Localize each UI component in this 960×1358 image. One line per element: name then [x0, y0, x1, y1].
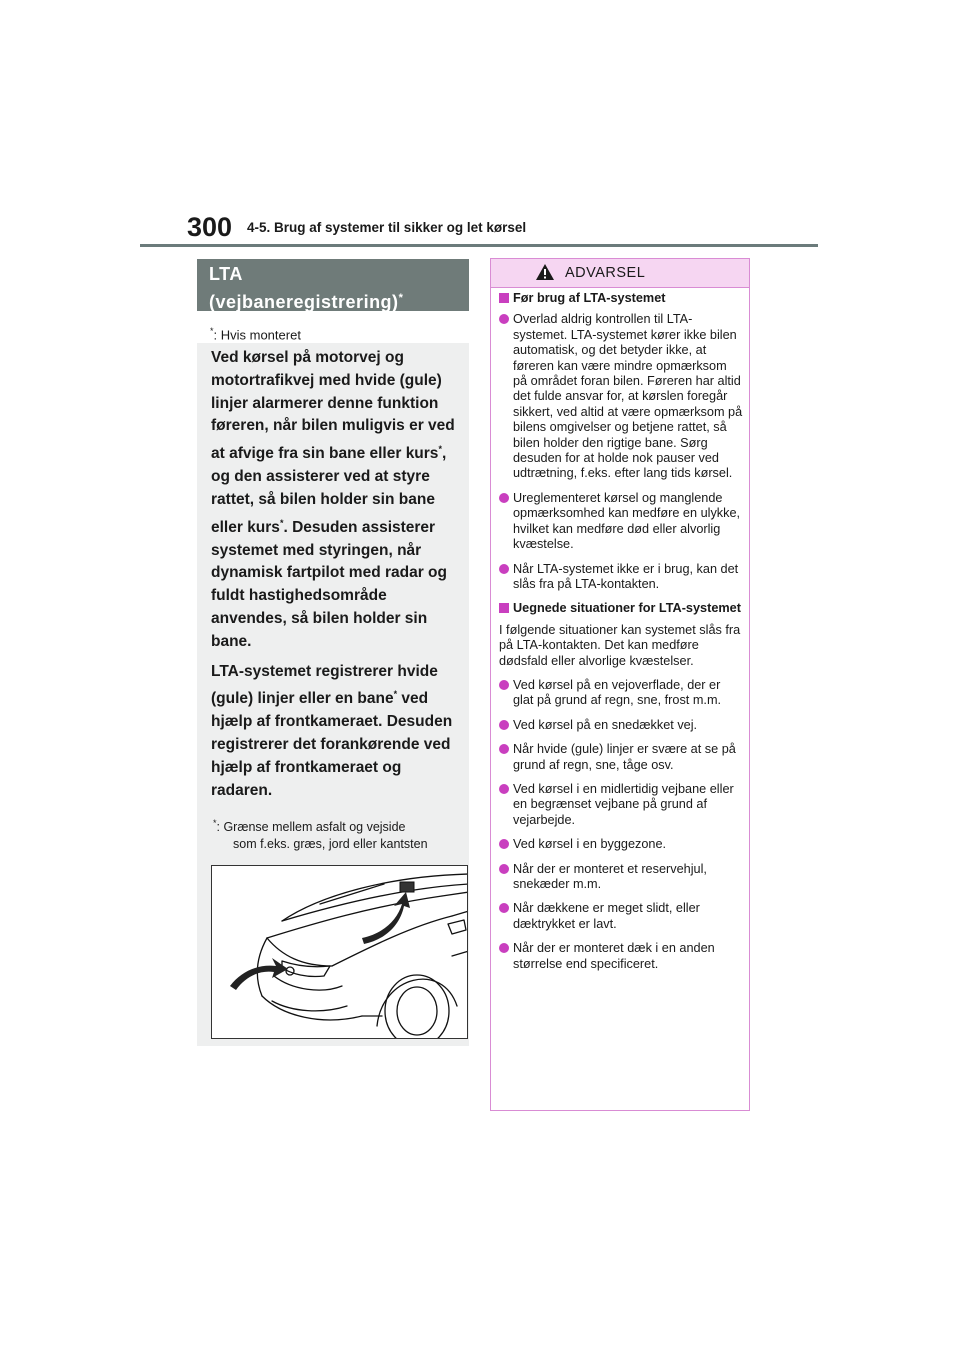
car-camera-illustration [211, 865, 468, 1039]
list-item-text: Ved kørsel i en midlertidig vejbane eller en begrænset vejbane på grund af vejarbejde. [513, 781, 734, 827]
intro2-part-a: LTA-systemet registrerer hvide (gule) linjer eller en bane [211, 662, 438, 708]
boundary-footnote-line2: som f.eks. græs, jord eller kantsten [233, 836, 428, 851]
list-item [499, 941, 744, 972]
asterisk: * [438, 444, 442, 455]
header-rule [140, 244, 818, 247]
heading-text: Uegnede situationer for LTA-systemet [513, 601, 741, 616]
asterisk: * [279, 517, 284, 528]
list-item-text: Ved kørsel på en snedækket vej. [513, 717, 698, 732]
car-front-drawing [212, 866, 468, 1039]
round-bullet-icon [499, 744, 509, 754]
section-title [197, 259, 469, 311]
square-bullet-icon [499, 293, 509, 303]
chapter-title: 4-5. Brug af systemer til sikker og let kørsel [247, 220, 527, 235]
round-bullet-icon [499, 784, 509, 794]
list-item-text: Ved kørsel i en byggezone. [513, 837, 667, 852]
warning-body [499, 291, 744, 981]
arrow-to-camera-icon [362, 892, 410, 944]
asterisk: * [393, 689, 398, 700]
intro-text [211, 347, 463, 810]
boundary-footnote-line1: : Grænse mellem asfalt og vejside [216, 820, 406, 835]
intro1-part-c: . Desuden assisterer systemet med styringen, når dynamisk fartpilot med radar og fuldt hastighedsområde anvendes, så bilen holder sin bane. [211, 518, 447, 650]
round-bullet-icon [499, 314, 509, 324]
section-title-line2: (vejbaneregistrering) [209, 292, 399, 312]
warning-triangle-icon [535, 263, 555, 281]
round-bullet-icon [499, 493, 509, 503]
list-item [499, 562, 744, 593]
list-item [499, 901, 744, 932]
list-item [499, 742, 744, 773]
intro2-part-b: ved hjælp af frontkameraet. Desuden registrerer det forankørende ved hjælp af frontkameraet og radaren. [211, 690, 453, 799]
footnote-if-equipped [210, 323, 301, 343]
boundary-footnote [213, 815, 463, 852]
round-bullet-icon [499, 903, 509, 913]
intro-paragraph-2 [211, 661, 463, 803]
warning-heading-before-use [499, 291, 744, 306]
warning-paragraph: I følgende situationer kan systemet slås fra på LTA-kontakten. Det kan medføre dødsfald eller alvorlige kvæstelser. [499, 622, 741, 668]
list-item-text: Ved kørsel på en vejoverflade, der er glat på grund af regn, sne, frost m.m. [513, 677, 722, 708]
intro1-part-b: , og den assisterer ved at styre rattet, så bilen holder sin bane eller kurs [211, 445, 447, 536]
list-item-text: Når der er monteret dæk i en anden størrelse end specificeret. [513, 941, 715, 971]
list-item [499, 491, 744, 553]
intro1-part-a: Ved kørsel på motorvej og motortrafikvej med hvide (gule) linjer alarmerer denne funktion føreren, når bilen muligvis er ved at afvige fra sin bane eller kurs [211, 349, 455, 463]
list-item-text: Overlad aldrig kontrollen til LTA-systemet. LTA-systemet kører ikke bilen automatisk, og det betyder ikke, at føreren kan være mindre opmærksom på området foran bilen. Føreren har altid det fulde ansvar for, at kørslen foregår sikkert, ved altid at være opmærksom på bilens omgivelser og betjene rattet, så bilen holder den rigtige bane. Sørg desuden for at holde nok pauser ved udtrætning, f.eks. efter lang tids kørsel. [513, 312, 743, 481]
footnote-text: : Hvis monteret [213, 327, 301, 343]
round-bullet-icon [499, 943, 509, 953]
list-item [499, 718, 744, 733]
list-item [499, 862, 744, 893]
round-bullet-icon [499, 720, 509, 730]
title-asterisk: * [398, 292, 404, 304]
list-item-text: Ureglementeret kørsel og manglende opmærksomhed kan medføre en ulykke, hvilket kan medføre død eller alvorlig kvæstelse. [513, 490, 741, 552]
list-item [499, 782, 744, 828]
square-bullet-icon [499, 603, 509, 613]
list-item [499, 837, 744, 852]
round-bullet-icon [499, 864, 509, 874]
intro-paragraph-1 [211, 347, 463, 654]
warning-box [490, 258, 750, 1111]
section-title-line1: LTA [209, 264, 243, 284]
list-item [499, 312, 744, 481]
page-number: 300 [187, 212, 233, 242]
list-item-text: Når der er monteret et reservehjul, snekæder m.m. [513, 861, 707, 891]
list-item [499, 678, 744, 709]
list-item-text: Når LTA-systemet ikke er i brug, kan det slås fra på LTA-kontakten. [513, 561, 739, 591]
warning-label: ADVARSEL [565, 265, 646, 281]
heading-text: Før brug af LTA-systemet [513, 291, 666, 305]
footnote-asterisk: * [210, 326, 214, 336]
front-camera-icon [400, 882, 414, 892]
list-item-text: Når dækkene er meget slidt, eller dæktrykket er lavt. [513, 901, 700, 931]
warning-header [491, 259, 749, 288]
warning-heading-unsuitable [499, 601, 744, 616]
list-item-text: Når hvide (gule) linjer er svære at se på grund af regn, sne, tåge osv. [513, 742, 736, 772]
asterisk: * [213, 818, 217, 828]
round-bullet-icon [499, 564, 509, 574]
round-bullet-icon [499, 839, 509, 849]
round-bullet-icon [499, 680, 509, 690]
